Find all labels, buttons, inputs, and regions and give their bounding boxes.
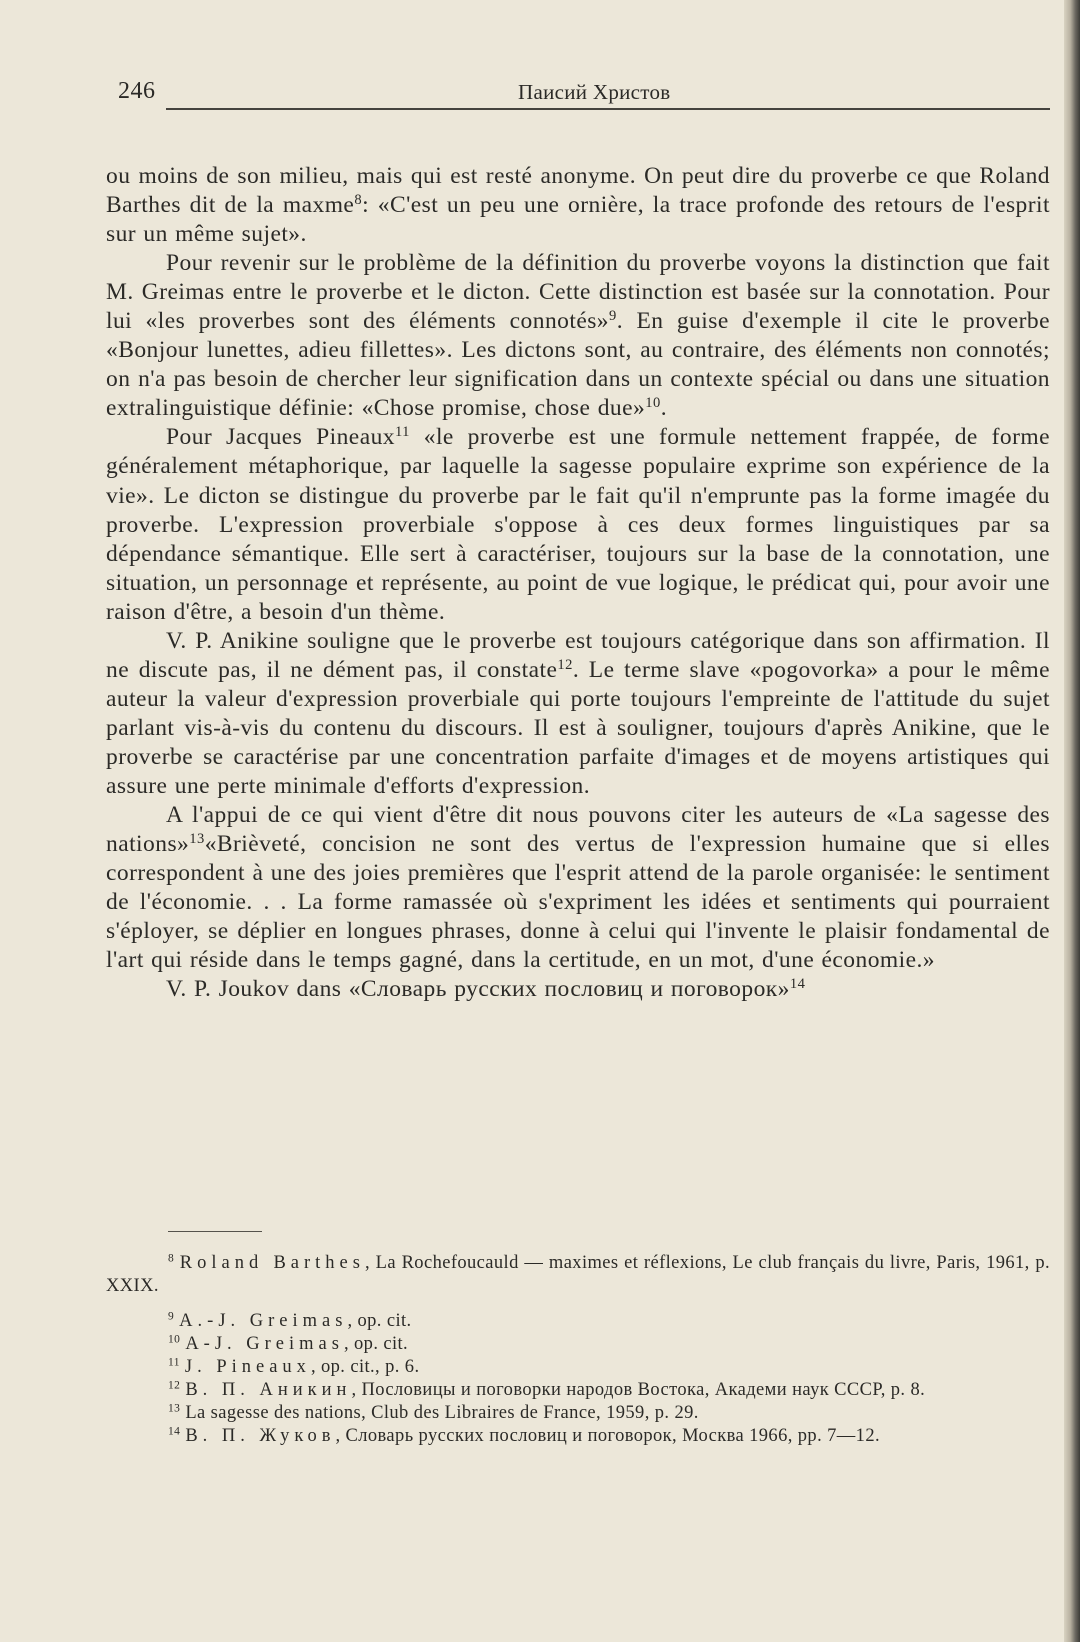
body-text: [106, 162, 1050, 1004]
header-rule: [166, 108, 1050, 110]
page-number: 246: [118, 78, 156, 104]
page-header: [118, 78, 1048, 112]
footnotes: [106, 1252, 1050, 1448]
footnote-12: $^{12}$ В. П. Аникин, Пословицы и поговорки народов Востока, Академи наук СССР, p. 8.: [168, 1379, 926, 1400]
footnote-ref-9: 9: [609, 308, 617, 325]
footnote-11: $^{11}$ J. Pineaux, op. cit., p. 6.: [168, 1356, 420, 1377]
footnote-ref-14: 14: [789, 976, 806, 993]
footnote-10: $^{10}$ A-J. Greimas, op. cit.: [168, 1333, 409, 1354]
footnote-rule: [168, 1231, 262, 1232]
footnote-ref-11: 11: [394, 424, 410, 441]
footnote-ref-10: 10: [645, 395, 661, 412]
footnote-8: $^8$ Roland Barthes, La Rochefoucauld — maximes et réflexions, Le club français du livre, Paris, 1961, p. XXIX.: [106, 1252, 1051, 1296]
footnote-13: $^{13}$ La sagesse des nations, Club des Libraires de France, 1959, p. 29.: [168, 1402, 699, 1423]
footnote-14: $^{14}$ В. П. Жуков, Словарь русских пословиц и поговорок, Москва 1966, pp. 7—12.: [168, 1425, 881, 1446]
paragraph-3: Pour Jacques Pineaux$^{11}$ «le proverbe est une formule nettement frappée, de forme généralement métaphorique, par laquelle la sagesse populaire exprime son expérience de la vie». Le dicton se distingue du proverbe par le fait qu'il n'emprunte pas la forme imagée du proverbe. L'expression proverbiale s'oppose à ces deux formes linguistiques par sa dépendance sémantique. Elle sert à caractériser, toujours sur la base de la connotation, une situation, un personnage et représente, au point de vue logique, le prédicat qui, pour avoir une raison d'être, a besoin d'un thème.: [106, 424, 1050, 625]
running-head: Паисий Христов: [518, 80, 671, 104]
footnote-ref-8: 8: [354, 192, 363, 209]
footnote-9: $^9$ A.-J. Greimas, op. cit.: [168, 1310, 412, 1331]
page-edge: [1064, 0, 1080, 1642]
paragraph-5: A l'appui de ce qui vient d'être dit nous pouvons citer les auteurs de «La sagesse des nations»$^{13}$«Brièveté, concision ne sont des vertus de l'expression humaine que si elles correspondent à une des joies premières que l'esprit attend de la parole organisée: le sentiment de l'économie. . . La forme ramassée où s'expriment les idées et sentiments qui pourraient s'éployer, se déplier en longues phrases, donne à celui qui l'invente le plaisir fondamental de l'art qui réside dans le temps gagné, dans la certitude, en un mot, d'une économie.»: [106, 802, 1050, 974]
footnote-ref-12: 12: [557, 656, 573, 673]
footnote-ref-13: 13: [189, 831, 205, 848]
paragraph-2: Pour revenir sur le problème de la définition du proverbe voyons la distinction que fait M. Greimas entre le proverbe et le dicton. Cette distinction est basée sur la connotation. Pour lui «les proverbes sont des éléments connotés»$^9$. En guise d'exemple il cite le proverbe «Bonjour lunettes, adieu fillettes». Les dictons sont, au contraire, des éléments non connotés; on n'a pas besoin de chercher leur signification dans un contexte spécial ou dans une situation extralinguistique définie: «Chose promise, chose due»$^{10}$.: [106, 250, 1050, 422]
paragraph-4: V. P. Anikine souligne que le proverbe est toujours catégorique dans son affirmation. Il ne discute pas, il ne dément pas, il constate$^{12}$. Le terme slave «pogovorka» a pour le même auteur la valeur d'expression proverbiale qui porte toujours l'empreinte de l'attitude du sujet parlant vis-à-vis du contenu du discours. Il est à souligner, toujours d'après Anikine, que le proverbe se caractérise par une concentration parfaite d'images et de moyens artistiques qui assure une perte minimale d'efforts d'expression.: [106, 627, 1051, 799]
paragraph-1: ou moins de son milieu, mais qui est resté anonyme. On peut dire du proverbe ce que Roland Barthes dit de la maxme$^8$: «C'est un peu une ornière, la trace profonde des retours de l'esprit sur un même sujet».: [106, 163, 1050, 248]
paragraph-6: V. P. Joukov dans «Словарь русских пословиц и поговорок»$^{14}$: [166, 976, 806, 1003]
